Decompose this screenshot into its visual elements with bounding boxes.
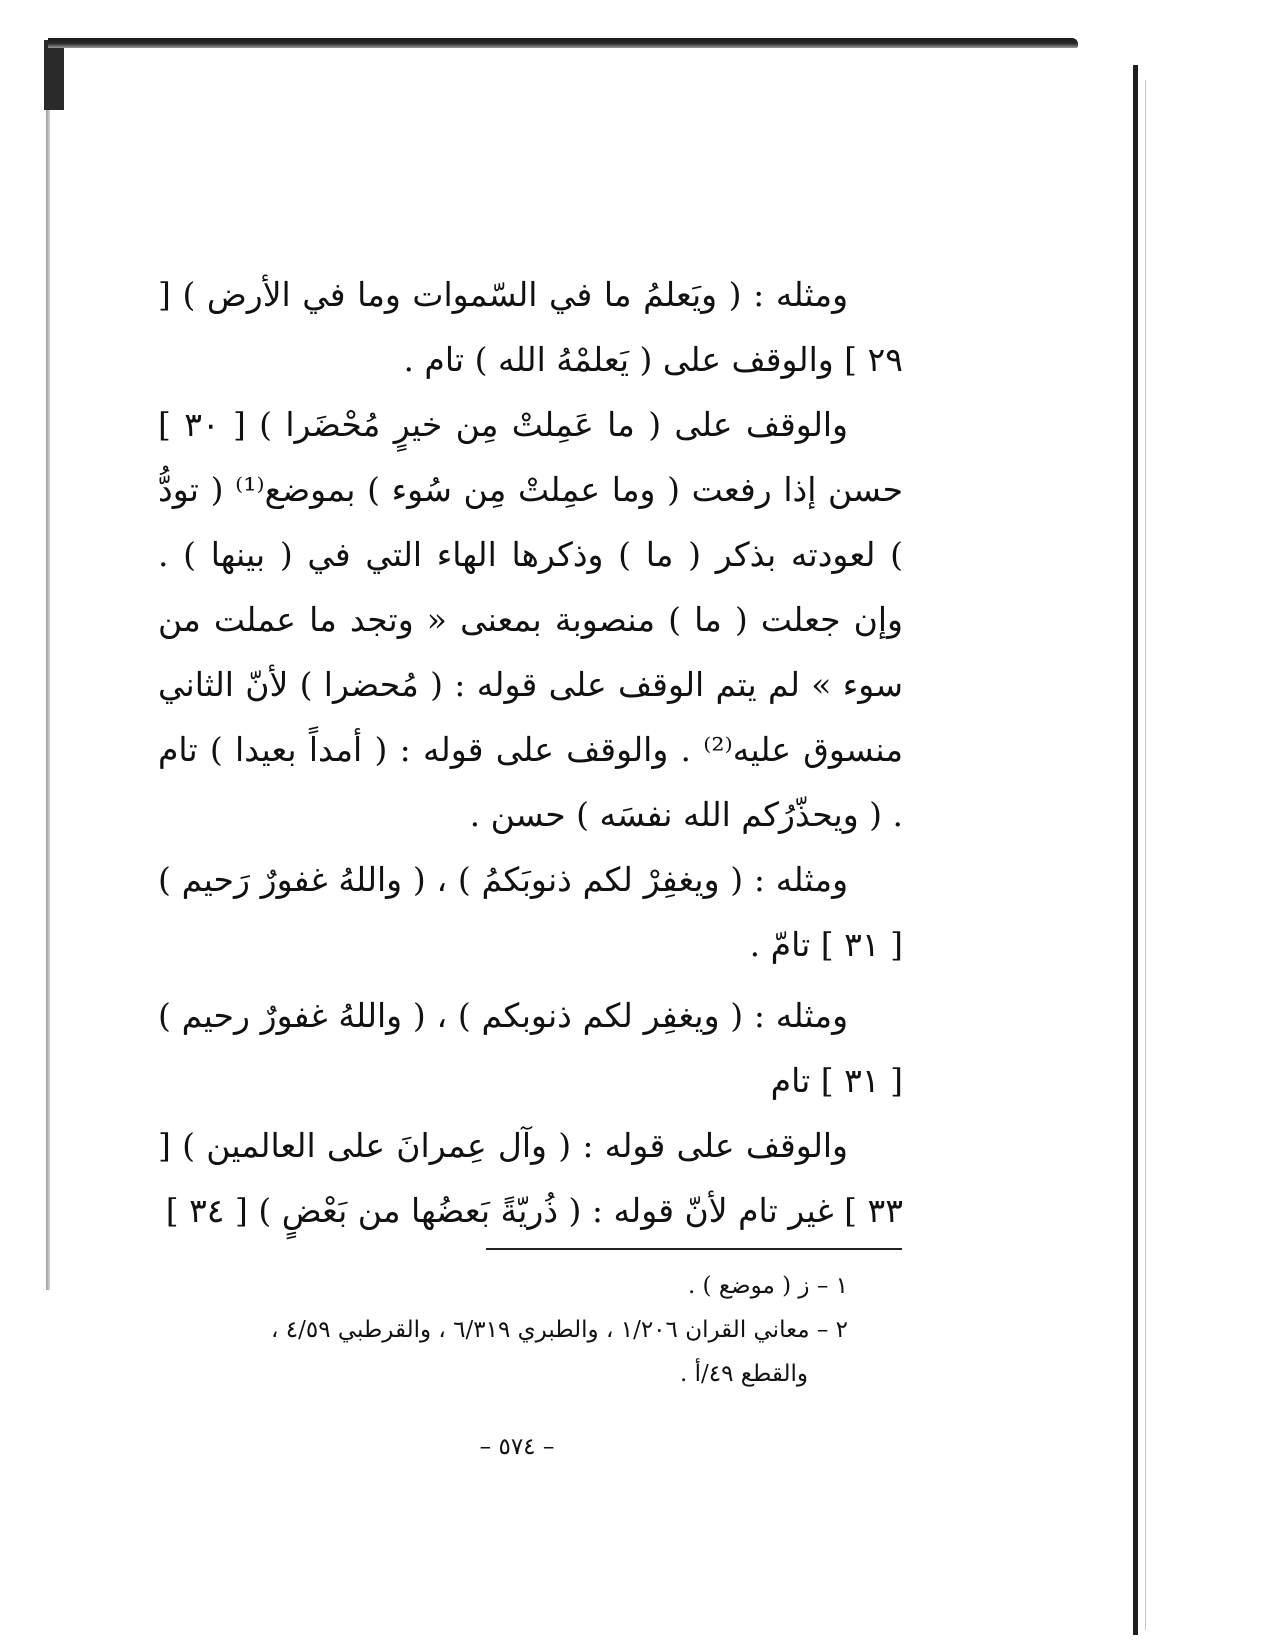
footnote-1: ١ – ز ( موضع ) . [687,1273,848,1299]
footnotes [158,1264,848,1396]
paragraph-2: والوقف على ( ما عَمِلتْ مِن خيرٍ مُحْضَرا ) [ ٣٠ ] حسن إذا رفعت ( وما عمِلتْ مِن سُوء ) بموضع⁽¹⁾ ( تودُّ ) لعودته بذكر ( ما ) وذكرها الهاء التي في ( بينها ) . وإن جعلت ( ما ) منصوبة بمعنى « وتجد ما عملت من سوء » لم يتم الوقف على قوله : ( مُحضرا ) لأنّ الثاني منسوق عليه⁽²⁾ . والوقف على قوله : ( أمداً بعيدا ) تام . ( ويحذّرُكم الله نفسَه ) حسن . [158,405,903,834]
paragraph-3: ومثله : ( ويغفِرْ لكم ذنوبَكمُ ) ، ( واللهُ غفورٌ رَحيم ) [ ٣١ ] تامّ . [158,860,903,964]
paragraph-4: ومثله : ( ويغفِر لكم ذنوبكم ) ، ( واللهُ غفورٌ رحيم ) [ ٣١ ] تام [158,996,903,1100]
header-rule [48,38,1078,48]
body-text [158,262,903,1243]
page-edge-left [46,40,50,1290]
footnote-2: ٢ – معاني القران ١/٢٠٦ ، والطبري ٦/٣١٩ ، والقرطبي ٤/٥٩ ، [271,1317,848,1343]
paragraph-5: والوقف على قوله : ( وآل عِمرانَ على العالمين ) [ ٣٣ ] غير تام لأنّ قوله : ( ذُريّةً بَعضُها من بَعْضٍ ) [ ٣٤ ] [158,1126,903,1230]
paragraph-1: ومثله : ( ويَعلمُ ما في السّموات وما في الأرض ) [ ٢٩ ] والوقف على ( يَعلمْهُ الله ) تام . [158,275,903,379]
page-edge-corner [44,40,64,110]
page-edge-right-shadow [1145,80,1146,1630]
page-number: – ٥٧٤ – [479,1434,555,1460]
footnote-separator [486,1248,902,1250]
page-edge-right [1133,65,1138,1635]
footnote-2-continued: والقطع ٤٩/أ . [679,1361,808,1387]
